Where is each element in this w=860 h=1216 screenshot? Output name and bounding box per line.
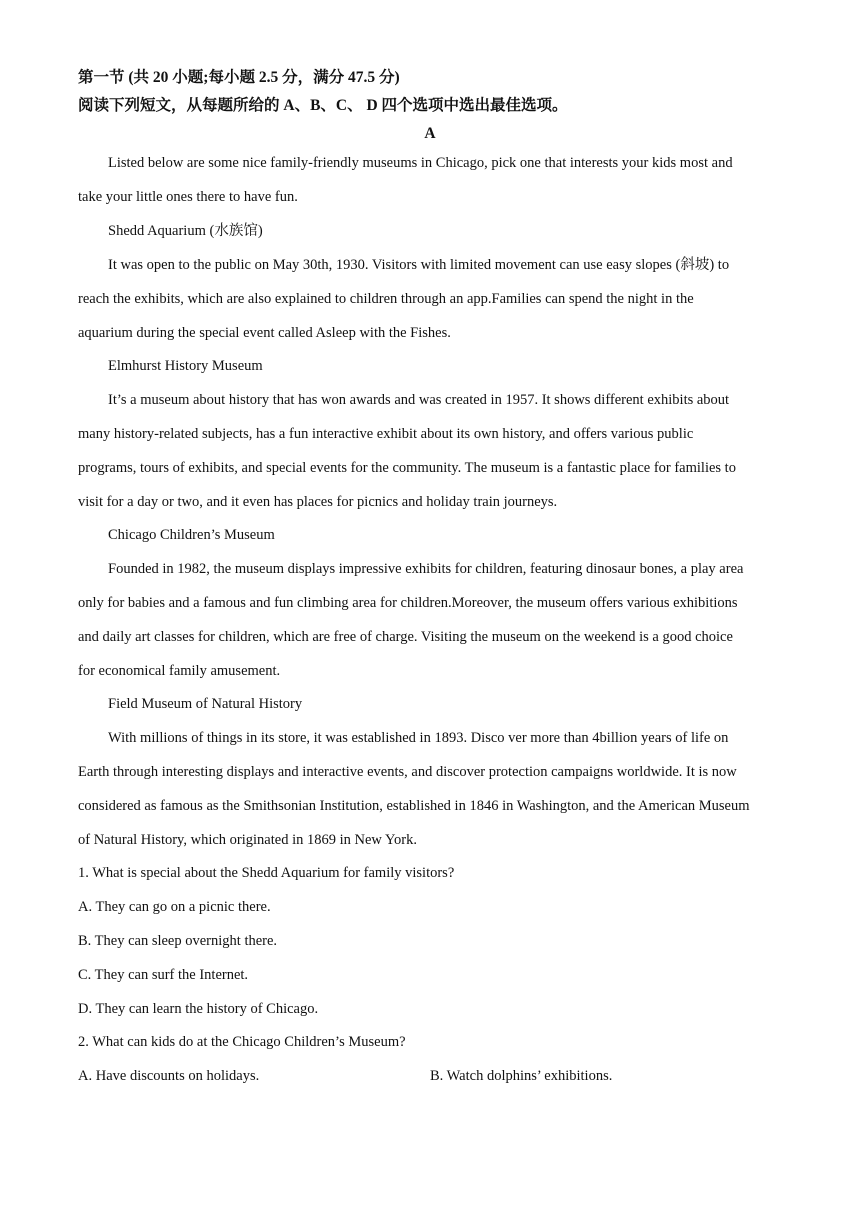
question-2: 2. What can kids do at the Chicago Children’s Museum? (78, 1034, 406, 1050)
question-2-option-b: B. Watch dolphins’ exhibitions. (430, 1068, 613, 1084)
elmhurst-line-2: many history-related subjects, has a fun interactive exhibit about its own history, and offers various public (78, 426, 694, 442)
field-line-3: considered as famous as the Smithsonian Institution, established in 1846 in Washington, and the American Museum (78, 798, 750, 814)
elmhurst-heading: Elmhurst History Museum (108, 358, 263, 374)
shedd-heading: Shedd Aquarium (水族馆) (108, 223, 263, 239)
intro-line-1: Listed below are some nice family-friendly museums in Chicago, pick one that interests your kids most and (108, 155, 733, 171)
question-1-option-b: B. They can sleep overnight there. (78, 933, 278, 949)
childrens-line-1: Founded in 1982, the museum displays impressive exhibits for children, featuring dinosaur bones, a play area (108, 561, 744, 577)
question-1-option-a: A. They can go on a picnic there. (78, 899, 271, 915)
question-2-option-a: A. Have discounts on holidays. (78, 1068, 260, 1084)
shedd-line-2: reach the exhibits, which are also explained to children through an app.Families can spend the night in the (78, 291, 694, 307)
passage-letter: A (424, 125, 436, 142)
question-1: 1. What is special about the Shedd Aquarium for family visitors? (78, 865, 455, 881)
elmhurst-line-4: visit for a day or two, and it even has places for picnics and holiday train journeys. (78, 494, 558, 510)
field-line-1: With millions of things in its store, it was established in 1893. Disco ver more than 4billion years of life on (108, 730, 729, 746)
field-line-4: of Natural History, which originated in 1869 in New York. (78, 832, 417, 848)
elmhurst-line-3: programs, tours of exhibits, and special events for the community. The museum is a fantastic place for families to (78, 460, 736, 476)
field-heading: Field Museum of Natural History (108, 696, 303, 712)
question-1-option-d: D. They can learn the history of Chicago. (78, 1001, 319, 1017)
childrens-heading: Chicago Children’s Museum (108, 527, 275, 543)
field-line-2: Earth through interesting displays and interactive events, and discover protection campaigns worldwide. It is now (78, 764, 737, 780)
shedd-line-3: aquarium during the special event called Asleep with the Fishes. (78, 325, 451, 341)
childrens-line-3: and daily art classes for children, which are free of charge. Visiting the museum on the weekend is a good choice (78, 629, 733, 645)
childrens-line-4: for economical family amusement. (78, 663, 281, 679)
childrens-line-2: only for babies and a famous and fun climbing area for children.Moreover, the museum offers various exhibitions (78, 595, 738, 611)
question-1-option-c: C. They can surf the Internet. (78, 967, 249, 983)
shedd-line-1: It was open to the public on May 30th, 1930. Visitors with limited movement can use easy slopes (斜坡) to (108, 257, 730, 273)
instructions: 阅读下列短文，从每题所给的 A、B、C、 D 四个选项中选出最佳选项。 (78, 97, 568, 114)
elmhurst-line-1: It’s a museum about history that has won awards and was created in 1957. It shows different exhibits about (108, 392, 730, 408)
intro-line-2: take your little ones there to have fun. (78, 189, 298, 205)
section-title: 第一节 (共 20 小题;每小题 2.5 分，满分 47.5 分) (78, 69, 400, 86)
